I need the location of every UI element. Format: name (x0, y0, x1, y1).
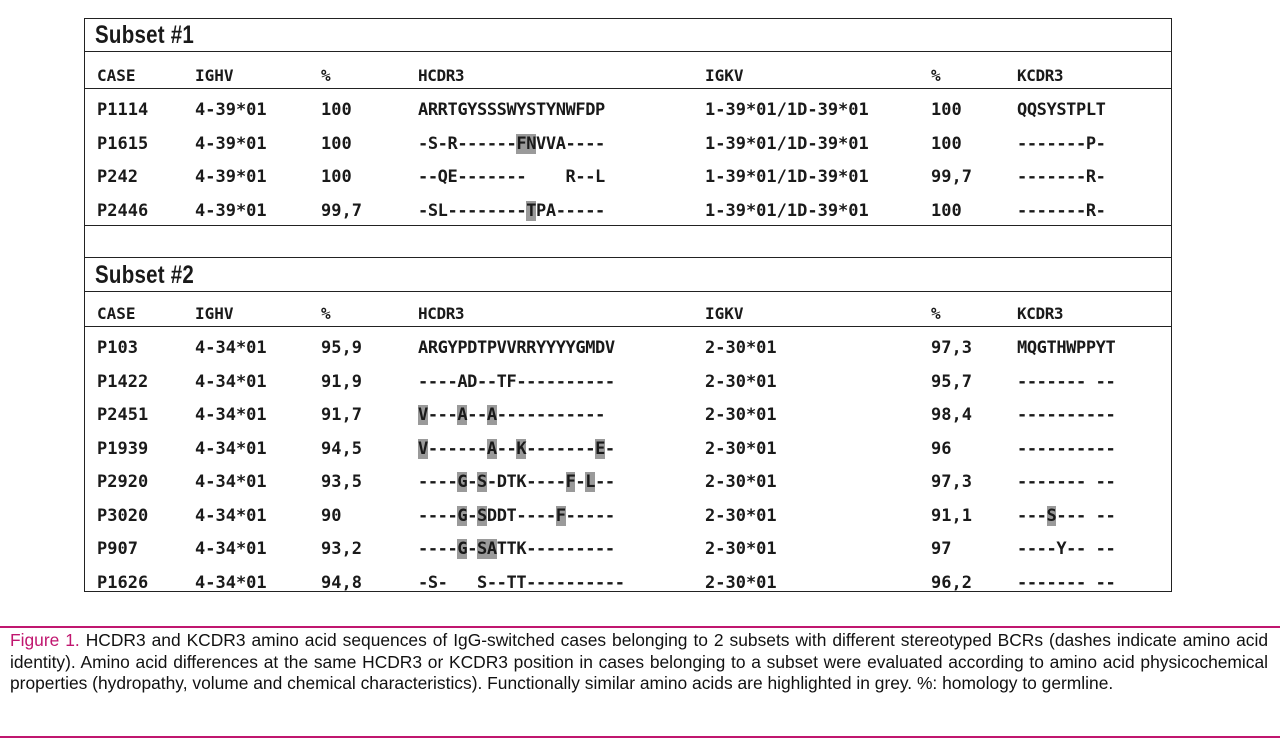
igkv-cell: 1-39*01/1D-39*01 (705, 100, 869, 120)
highlighted-residue: V (418, 438, 428, 459)
ighv-homology-cell: 99,7 (321, 200, 362, 221)
sequence-segment: MQGTHWPPYT (1017, 338, 1116, 358)
caption-text: HCDR3 and KCDR3 amino acid sequences of IgG-switched cases belonging to 2 subsets with different stereotyped BCRs (dashes indicate amino acid identity). Amino acid differences at the same HCDR3 or KCDR3 position in cases belonging to a subset were evaluated according to amino acid physicochemical properties (hydropathy, volume and chemical characteristics). Functionally similar amino acids are highlighted in grey. %: homology to germline. (10, 630, 1268, 693)
ighv-cell: 4-34*01 (195, 539, 267, 559)
table-row (85, 131, 1171, 157)
sequence-segment: ---- (418, 505, 458, 526)
hcdr3-sequence (418, 369, 615, 395)
divider (85, 88, 1171, 89)
col-header-ighv: IGHV (195, 66, 234, 85)
sequence-segment: ------- -- (1017, 472, 1116, 492)
igkv-cell: 2-30*01 (705, 405, 777, 425)
hcdr3-sequence (418, 503, 615, 529)
table-row (85, 503, 1171, 529)
col-header-igkv: IGKV (705, 304, 744, 323)
sequence-segment: --QE------- R--L (418, 167, 605, 187)
sequence-segment: VVA---- (536, 133, 605, 154)
kcdr3-sequence (1017, 198, 1106, 224)
col-header-hcdr3: HCDR3 (418, 66, 465, 85)
igkv-cell: 2-30*01 (705, 572, 777, 593)
sequence-segment: ----Y-- -- (1017, 539, 1116, 559)
hcdr3-sequence (418, 469, 615, 495)
kcdr3-sequence (1017, 369, 1115, 395)
kcdr3-sequence (1017, 97, 1106, 123)
highlighted-residue: SA (477, 539, 497, 559)
igkv-homology-cell: 100 (931, 100, 962, 120)
ighv-homology-cell: 100 (321, 133, 352, 154)
ighv-cell: 4-34*01 (195, 505, 267, 526)
igkv-homology-cell: 98,4 (931, 405, 972, 425)
ighv-homology-cell: 94,5 (321, 438, 362, 459)
sequence-segment: --- -- (1056, 505, 1116, 526)
sequence-segment: ---- (418, 472, 458, 492)
sequence-segment: --- (1017, 505, 1047, 526)
case-cell: P1939 (97, 438, 149, 459)
kcdr3-sequence (1017, 402, 1115, 428)
col-header-hcdr3: HCDR3 (418, 304, 465, 323)
sequence-segment: -- (496, 438, 517, 459)
subset-1-title: Subset #1 (95, 21, 195, 49)
case-cell: P2446 (97, 200, 149, 221)
hcdr3-sequence (418, 536, 615, 562)
ighv-homology-cell: 90 (321, 505, 342, 526)
igkv-cell: 1-39*01/1D-39*01 (705, 167, 869, 187)
igkv-homology-cell: 96 (931, 438, 952, 459)
igkv-homology-cell: 100 (931, 200, 962, 221)
highlighted-residue: G (457, 505, 468, 526)
highlighted-residue: V (418, 405, 428, 425)
sequence-segment: -------R- (1017, 200, 1106, 221)
hcdr3-sequence (418, 570, 625, 596)
col-header-igkv-homology: % (931, 304, 941, 323)
subset-1-header-row (85, 63, 1171, 89)
sequence-segment: -S- S--TT---------- (418, 572, 625, 593)
sequence-segment: ------- -- (1017, 572, 1116, 593)
sequence-segment: -------R- (1017, 167, 1106, 187)
kcdr3-sequence (1017, 536, 1115, 562)
igkv-cell: 2-30*01 (705, 472, 777, 492)
divider (85, 225, 1171, 226)
igkv-cell: 2-30*01 (705, 505, 777, 526)
highlighted-residue: E (595, 438, 605, 459)
col-header-igkv-homology: % (931, 66, 941, 85)
sequence-segment: - (604, 438, 615, 459)
ighv-cell: 4-34*01 (195, 371, 267, 392)
figure-caption (10, 630, 1268, 695)
subset-2-header-row (85, 301, 1171, 327)
ighv-cell: 4-34*01 (195, 338, 267, 358)
sequence-segment: TTK--------- (496, 539, 615, 559)
divider (85, 326, 1171, 327)
ighv-cell: 4-34*01 (195, 572, 267, 593)
col-header-kcdr3: KCDR3 (1017, 304, 1064, 323)
kcdr3-sequence (1017, 131, 1106, 157)
col-header-case: CASE (97, 66, 136, 85)
hcdr3-sequence (418, 97, 605, 123)
highlighted-residue: S (1046, 505, 1057, 526)
divider (85, 257, 1171, 258)
ighv-cell: 4-39*01 (195, 167, 267, 187)
table-row (85, 198, 1171, 224)
table-row (85, 97, 1171, 123)
hcdr3-sequence (418, 402, 605, 428)
sequence-segment: -S-R------ (418, 133, 517, 154)
kcdr3-sequence (1017, 570, 1115, 596)
kcdr3-sequence (1017, 335, 1115, 361)
sequence-table (84, 18, 1172, 592)
igkv-homology-cell: 97 (931, 539, 952, 559)
sequence-segment: - (575, 472, 586, 492)
igkv-cell: 1-39*01/1D-39*01 (705, 200, 869, 221)
kcdr3-sequence (1017, 436, 1115, 462)
highlighted-residue: K (516, 438, 527, 459)
sequence-segment: --- (427, 405, 458, 425)
ighv-cell: 4-39*01 (195, 133, 267, 154)
case-cell: P1114 (97, 100, 149, 120)
sequence-segment: - (467, 539, 478, 559)
igkv-homology-cell: 99,7 (931, 167, 972, 187)
case-cell: P103 (97, 338, 138, 358)
case-cell: P3020 (97, 505, 149, 526)
col-header-ighv-homology: % (321, 66, 331, 85)
figure-label: Figure 1. (10, 630, 80, 650)
sequence-segment: -- (595, 472, 615, 492)
sequence-segment: - (467, 472, 478, 492)
highlighted-residue: FN (516, 133, 537, 154)
highlighted-residue: L (585, 472, 596, 492)
sequence-segment: -- (467, 405, 487, 425)
case-cell: P2920 (97, 472, 149, 492)
highlighted-residue: T (526, 200, 537, 221)
igkv-homology-cell: 91,1 (931, 505, 972, 526)
case-cell: P1626 (97, 572, 149, 593)
igkv-cell: 2-30*01 (705, 539, 777, 559)
case-cell: P1422 (97, 371, 149, 392)
highlighted-residue: G (457, 539, 468, 559)
caption-rule-top (0, 626, 1280, 628)
ighv-cell: 4-39*01 (195, 100, 267, 120)
caption-rule-bottom (0, 736, 1280, 738)
ighv-homology-cell: 93,2 (321, 539, 362, 559)
kcdr3-sequence (1017, 503, 1115, 529)
table-row (85, 335, 1171, 361)
sequence-segment: -SL-------- (418, 200, 527, 221)
table-row (85, 570, 1171, 596)
table-row (85, 369, 1171, 395)
ighv-homology-cell: 93,5 (321, 472, 362, 492)
sequence-segment: - (467, 505, 478, 526)
sequence-segment: DDT---- (486, 505, 556, 526)
ighv-homology-cell: 94,8 (321, 572, 362, 593)
igkv-cell: 2-30*01 (705, 438, 777, 459)
table-row (85, 402, 1171, 428)
ighv-cell: 4-34*01 (195, 472, 267, 492)
igkv-homology-cell: 95,7 (931, 371, 972, 392)
col-header-igkv: IGKV (705, 66, 744, 85)
sequence-segment: ----------- (496, 405, 605, 425)
ighv-homology-cell: 91,9 (321, 371, 362, 392)
igkv-cell: 1-39*01/1D-39*01 (705, 133, 869, 154)
igkv-cell: 2-30*01 (705, 338, 777, 358)
ighv-cell: 4-34*01 (195, 438, 267, 459)
sequence-segment: ------ (427, 438, 487, 459)
kcdr3-sequence (1017, 164, 1106, 190)
subset-2-title: Subset #2 (95, 261, 195, 289)
col-header-case: CASE (97, 304, 136, 323)
igkv-homology-cell: 97,3 (931, 338, 972, 358)
sequence-segment: -------P- (1017, 133, 1106, 154)
igkv-homology-cell: 100 (931, 133, 962, 154)
igkv-homology-cell: 97,3 (931, 472, 972, 492)
col-header-kcdr3: KCDR3 (1017, 66, 1064, 85)
kcdr3-sequence (1017, 469, 1115, 495)
ighv-cell: 4-34*01 (195, 405, 267, 425)
sequence-segment: ----- (565, 505, 615, 526)
sequence-segment: QQSYSTPLT (1017, 100, 1106, 120)
sequence-segment: -DTK---- (486, 472, 566, 492)
sequence-segment: ------- -- (1017, 371, 1116, 392)
highlighted-residue: A (486, 438, 497, 459)
hcdr3-sequence (418, 164, 605, 190)
highlighted-residue: S (477, 505, 487, 526)
sequence-segment: ARGYPDTPVVRRYYYYGMDV (418, 338, 615, 358)
igkv-homology-cell: 96,2 (931, 572, 972, 593)
highlighted-residue: F (555, 505, 566, 526)
sequence-segment: ----AD--TF---------- (418, 371, 615, 392)
table-row (85, 436, 1171, 462)
hcdr3-sequence (418, 335, 615, 361)
sequence-segment: ---- (418, 539, 458, 559)
sequence-segment: ---------- (1017, 438, 1116, 459)
ighv-homology-cell: 91,7 (321, 405, 362, 425)
col-header-ighv: IGHV (195, 304, 234, 323)
highlighted-residue: A (457, 405, 468, 425)
sequence-segment: ------- (526, 438, 596, 459)
sequence-segment: ---------- (1017, 405, 1116, 425)
case-cell: P1615 (97, 133, 149, 154)
highlighted-residue: F (565, 472, 576, 492)
case-cell: P242 (97, 167, 138, 187)
table-row (85, 164, 1171, 190)
divider (85, 291, 1171, 292)
case-cell: P907 (97, 539, 138, 559)
highlighted-residue: G (457, 472, 468, 492)
hcdr3-sequence (418, 198, 605, 224)
ighv-homology-cell: 95,9 (321, 338, 362, 358)
divider (85, 51, 1171, 52)
table-row (85, 536, 1171, 562)
highlighted-residue: S (477, 472, 487, 492)
igkv-cell: 2-30*01 (705, 371, 777, 392)
hcdr3-sequence (418, 436, 615, 462)
sequence-segment: PA----- (536, 200, 605, 221)
ighv-homology-cell: 100 (321, 167, 352, 187)
sequence-segment: ARRTGYSSSWYSTYNWFDP (418, 100, 605, 120)
highlighted-residue: A (486, 405, 497, 425)
col-header-ighv-homology: % (321, 304, 331, 323)
ighv-homology-cell: 100 (321, 100, 352, 120)
case-cell: P2451 (97, 405, 149, 425)
table-row (85, 469, 1171, 495)
ighv-cell: 4-39*01 (195, 200, 267, 221)
hcdr3-sequence (418, 131, 605, 157)
